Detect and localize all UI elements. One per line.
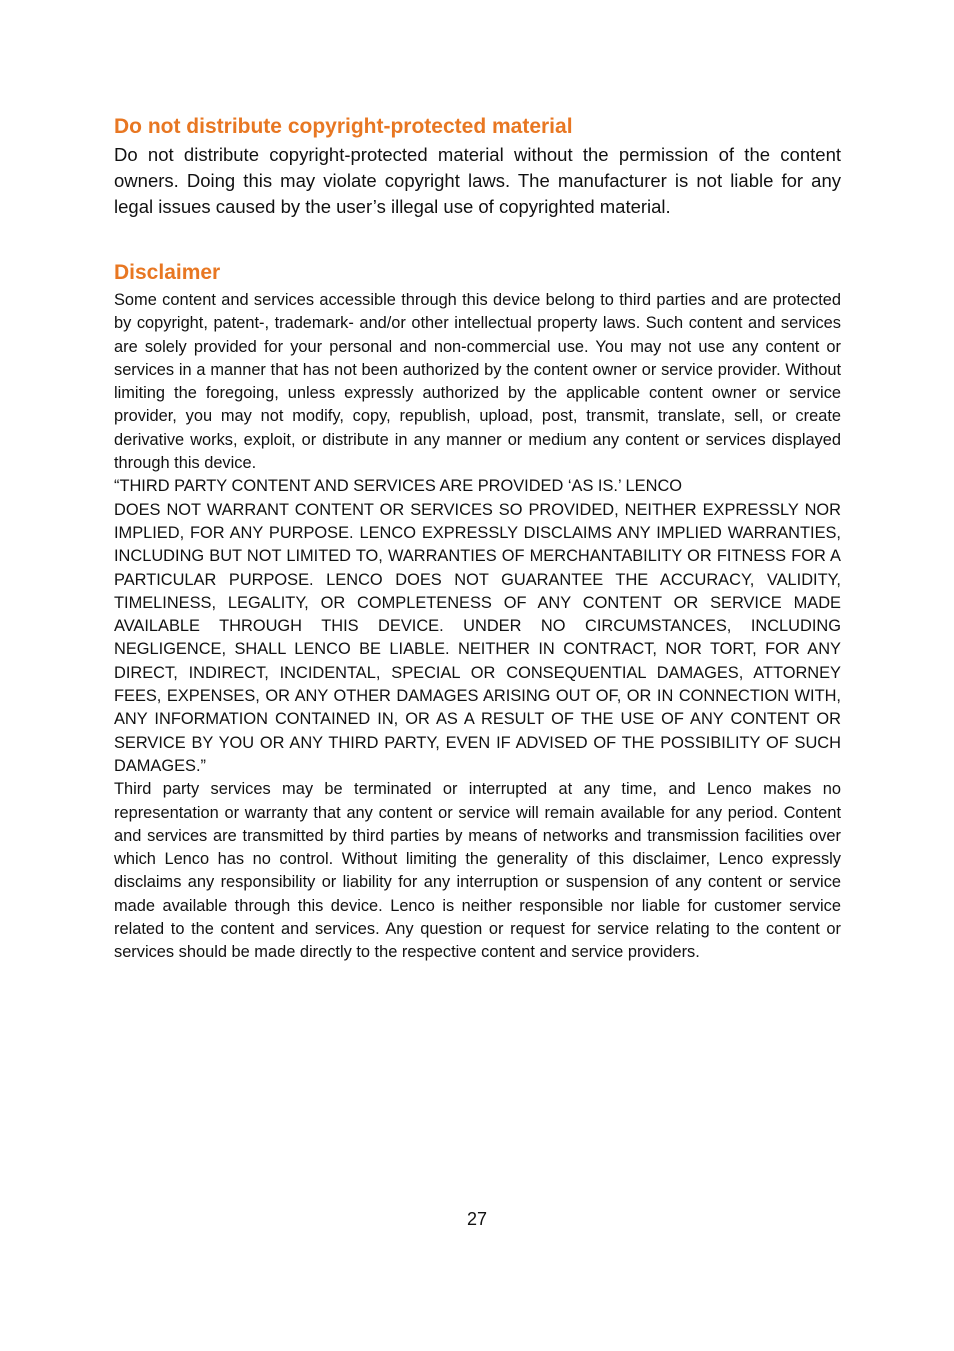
section-copyright [114, 112, 841, 220]
page-number: 27 [466, 1209, 488, 1229]
disclaimer-paragraph-2: “THIRD PARTY CONTENT AND SERVICES ARE PROVIDED ‘AS IS.’ LENCO [114, 477, 683, 496]
disclaimer-paragraph-4: Third party services may be terminated or interrupted at any time, and Lenco makes no representation or warranty that any content or service will remain available for any period. Content and services are transmitted by third parties by means of networks and transmission facilities over which Lenco has no control. Without limiting the generality of this disclaimer, Lenco expressly disclaims any responsibility or liability for any interruption or suspension of any content or service made available through this device. Lenco is neither responsible nor liable for customer service related to the content and services. Any question or request for service relating to the content or services should be made directly to the respective content and service providers. [114, 780, 841, 962]
disclaimer-paragraph-1: Some content and services accessible through this device belong to third parties and are protected by copyright, patent-, trademark- and/or other intellectual property laws. Such content and services are solely provided for your personal and non-commercial use. You may not use any content or services in a manner that has not been authorized by the content owner or service provider. Without limiting the foregoing, unless expressly authorized by the applicable content owner or service provider, you may not modify, copy, republish, upload, post, transmit, translate, sell, or create derivative works, exploit, or distribute in any manner or medium any content or services displayed through this device. [114, 291, 841, 473]
document-content [114, 112, 841, 965]
heading-copyright: Do not distribute copyright-protected material [114, 115, 573, 138]
section-disclaimer [114, 258, 841, 965]
copyright-paragraph: Do not distribute copyright-protected material without the permission of the content owners. Doing this may violate copyright laws. The manufacturer is not liable for any legal issues caused by the user’s illegal use of copyrighted material. [114, 144, 841, 217]
disclaimer-paragraph-3: DOES NOT WARRANT CONTENT OR SERVICES SO PROVIDED, NEITHER EXPRESSLY NOR IMPLIED, FOR ANY PURPOSE. LENCO EXPRESSLY DISCLAIMS ANY IMPLIED WARRANTIES, INCLUDING BUT NOT LIMITED TO, WARRANTIES OF MERCHANTABILITY OR FITNESS FOR A PARTICULAR PURPOSE. LENCO DOES NOT GUARANTEE THE ACCURACY, VALIDITY, TIMELINESS, LEGALITY, OR COMPLETENESS OF ANY CONTENT OR SERVICE MADE AVAILABLE THROUGH THIS DEVICE. UNDER NO CIRCUMSTANCES, INCLUDING NEGLIGENCE, SHALL LENCO BE LIABLE. NEITHER IN CONTRACT, NOR TORT, FOR ANY DIRECT, INDIRECT, INCIDENTAL, SPECIAL OR CONSEQUENTIAL DAMAGES, ATTORNEY FEES, EXPENSES, OR ANY OTHER DAMAGES ARISING OUT OF, OR IN CONNECTION WITH, ANY INFORMATION CONTAINED IN, OR AS A RESULT OF THE USE OF ANY CONTENT OR SERVICE BY YOU OR ANY THIRD PARTY, EVEN IF ADVISED OF THE POSSIBILITY OF SUCH DAMAGES.” [114, 500, 841, 775]
heading-disclaimer: Disclaimer [114, 261, 221, 284]
